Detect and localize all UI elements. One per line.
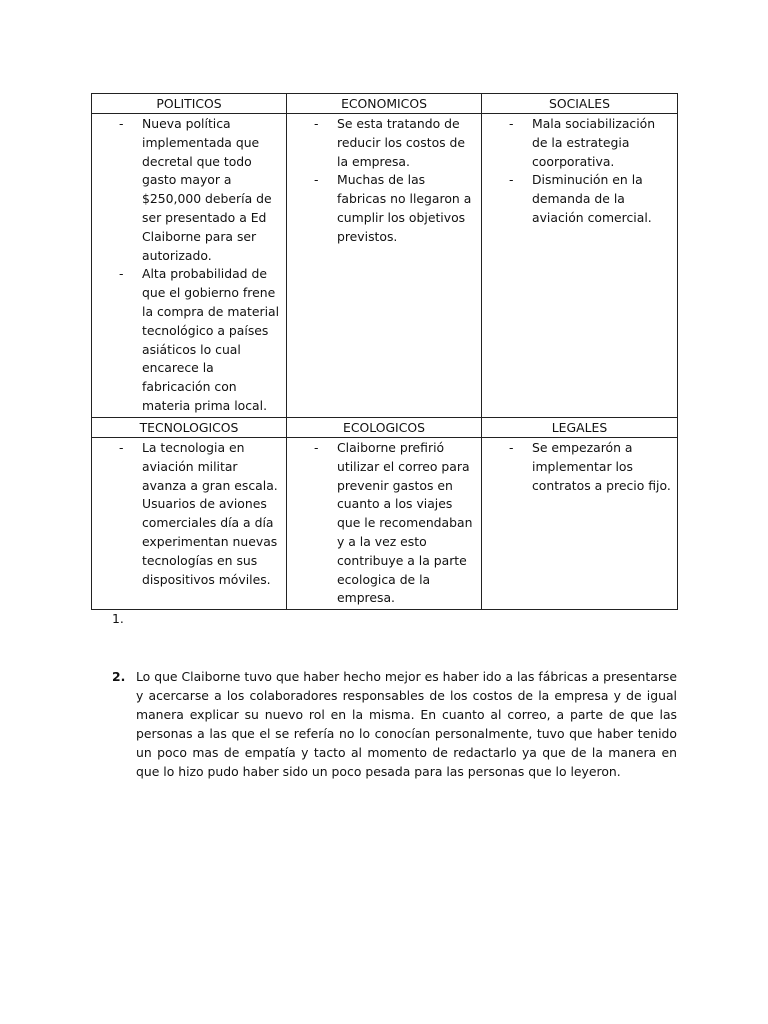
header-legales: LEGALES — [482, 418, 678, 438]
list-item-text: Muchas de las fabricas no llegaron a cumplir los objetivos previstos. — [337, 172, 472, 244]
list-item — [287, 171, 475, 246]
bullet-dash: - — [314, 172, 319, 188]
bullet-list — [482, 439, 671, 495]
bullet-list — [92, 439, 280, 589]
bullet-dash: - — [509, 172, 514, 188]
bullet-dash: - — [314, 116, 319, 131]
table-header-row — [92, 94, 678, 114]
list-item — [92, 265, 280, 415]
cell-tecnologicos — [92, 438, 287, 610]
list-item — [482, 115, 671, 171]
numbered-item-2 — [112, 667, 677, 781]
table-row — [92, 114, 678, 418]
cell-politicos — [92, 114, 287, 418]
answer-paragraph: Lo que Claiborne tuvo que haber hecho mejor es haber ido a las fábricas a presentarse y acercarse a los colaboradores responsables de los costos de la empresa y de igual manera explicar su nuevo rol en la misma. En cuanto al correo, a parte de que las personas a las que el se refería no lo conocían personalmente, tuvo que haber tenido un poco mas de empatía y tacto al momento de redactarlo ya que de la manera en que lo hizo pudo haber sido un poco pesada para las personas que lo leyeron. — [136, 669, 677, 779]
numbered-item-1 — [112, 609, 124, 628]
item-number: 2. — [112, 669, 126, 684]
cell-legales — [482, 438, 678, 610]
list-item-text: Disminución en la demanda de la aviación comercial. — [532, 172, 652, 225]
header-economicos: ECONOMICOS — [287, 94, 482, 114]
list-item-text: Alta probabilidad de que el gobierno frene la compra de material tecnológico a países asiáticos lo cual encarece la fabricación con materia prima local. — [142, 266, 280, 413]
list-item-text: Se empezarón a implementar los contratos a precio fijo. — [532, 440, 671, 493]
bullet-list — [287, 115, 475, 247]
header-politicos: POLITICOS — [92, 94, 287, 114]
cell-economicos — [287, 114, 482, 418]
bullet-list — [287, 439, 475, 608]
table-header-row — [92, 418, 678, 438]
list-item-text: La tecnologia en aviación militar avanza a gran escala. Usuarios de aviones comerciales día a día experimentan nuevas tecnologías en sus dispositivos móviles. — [142, 440, 278, 587]
bullet-dash: - — [119, 116, 124, 131]
list-item — [92, 115, 280, 265]
header-ecologicos: ECOLOGICOS — [287, 418, 482, 438]
cell-ecologicos — [287, 438, 482, 610]
list-item — [482, 439, 671, 495]
item-number: 1. — [112, 611, 124, 626]
list-item-text: Claiborne prefirió utilizar el correo para prevenir gastos en cuanto a los viajes que le recomendaban y a la vez esto contribuye a la parte ecologica de la empresa. — [337, 440, 473, 606]
bullet-list — [482, 115, 671, 228]
list-item — [287, 439, 475, 608]
list-item — [92, 439, 280, 589]
table-row — [92, 438, 678, 610]
pestel-table — [91, 93, 678, 610]
bullet-dash: - — [119, 440, 124, 455]
bullet-dash: - — [314, 440, 319, 455]
list-item — [482, 171, 671, 227]
bullet-list — [92, 115, 280, 416]
bullet-dash: - — [509, 116, 514, 131]
list-item — [287, 115, 475, 171]
list-item-text: Mala sociabilización de la estrategia coorporativa. — [532, 116, 656, 169]
cell-sociales — [482, 114, 678, 418]
list-item-text: Se esta tratando de reducir los costos de la empresa. — [337, 116, 466, 169]
bullet-dash: - — [509, 440, 514, 455]
header-tecnologicos: TECNOLOGICOS — [92, 418, 287, 438]
header-sociales: SOCIALES — [482, 94, 678, 114]
bullet-dash: - — [119, 266, 124, 282]
list-item-text: Nueva política implementada que decretal que todo gasto mayor a $250,000 debería de ser presentado a Ed Claiborne para ser autorizado. — [142, 116, 272, 263]
